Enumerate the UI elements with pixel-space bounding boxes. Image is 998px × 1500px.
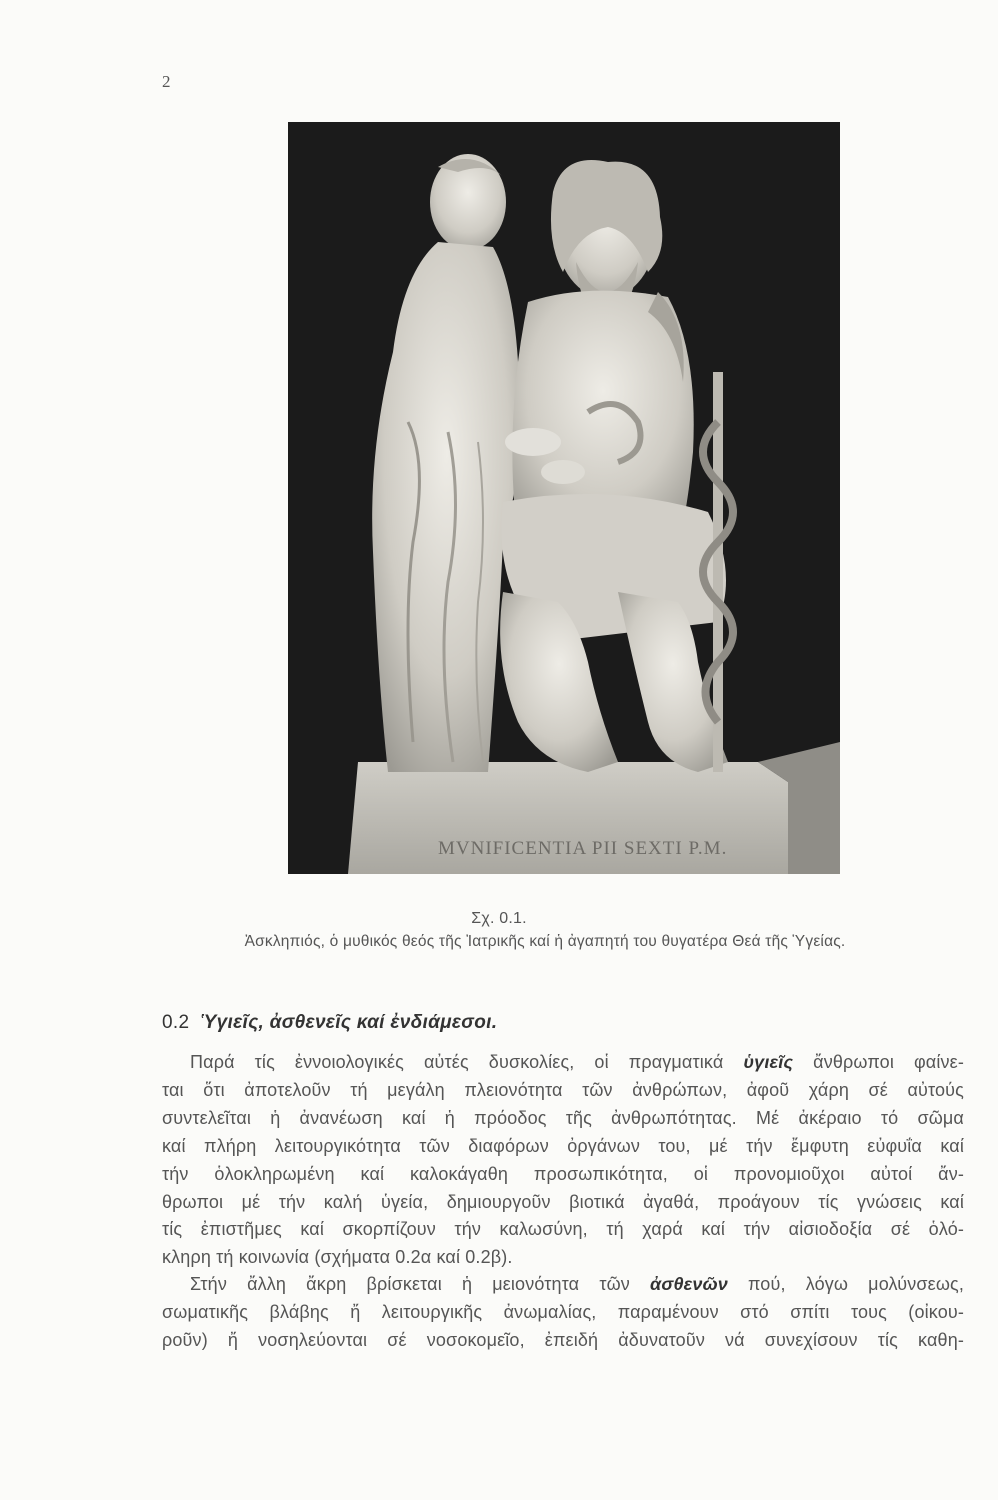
pedestal-inscription: MVNIFICENTIA PII SEXTI P.M.: [438, 838, 728, 859]
section-title: Ὑγιεῖς, ἀσθενεῖς καί ἐνδιάμεσοι.: [200, 1012, 498, 1033]
text-span: ἄνθρωποι φαίνε-: [793, 1052, 964, 1072]
text-line: καί πλήρη λειτουργικότητα τῶν διαφόρων ὀργάνων του, μέ τήν ἔμφυτη εὐφυΐα καί: [162, 1135, 964, 1156]
text-line: τήν ὁλοκληρωμένη καί καλοκάγαθη προσωπικότητα, οἱ προνομιοῦχοι αὐτοί ἄν-: [162, 1163, 964, 1184]
text-line: [162, 1049, 964, 1077]
section-heading: [162, 1012, 497, 1034]
text-line: σωματικῆς βλάβης ἤ λειτουργικῆς ἀνωμαλίας, παραμένουν στό σπίτι τους (οἰκου-: [162, 1301, 964, 1322]
text-line: κληρη τή κοινωνία (σχήματα 0.2α καί 0.2β).: [162, 1247, 513, 1268]
figure-label: Σχ. 0.1.: [471, 910, 527, 927]
text-line: τίς ἐπιστῆμες καί σκορπίζουν τήν καλωσύνη, τή χαρά καί τήν αἰσιοδοξία σέ ὁλό-: [162, 1219, 964, 1240]
statue-illustration: [288, 122, 840, 874]
emphasized-term: ὑγιεῖς: [743, 1052, 794, 1072]
text-span: Παρά τίς ἐννοιολογικές αὐτές δυσκολίες, οἱ πραγματικά: [190, 1052, 744, 1072]
text-line: ροῦν) ἤ νοσηλεύονται σέ νοσοκομεῖο, ἐπειδή ἀδυνατοῦν νά συνεχίσουν τίς καθη-: [162, 1329, 964, 1350]
text-span: πού, λόγω μολύνσεως,: [727, 1274, 964, 1294]
text-line: [162, 1271, 964, 1299]
statue-photo: [288, 122, 840, 874]
text-line: ται ὅτι ἀποτελοῦν τή μεγάλη πλειονότητα τῶν ἀνθρώπων, ἀφοῦ χάρη σέ αὐτούς: [162, 1079, 964, 1100]
page-number: 2: [162, 72, 171, 91]
text-span: Στήν ἄλλη ἄκρη βρίσκεται ἡ μειονότητα τῶν: [190, 1274, 651, 1294]
text-line: θρωποι μέ τήν καλή ὑγεία, δημιουργοῦν βιοτικά ἀγαθά, προάγουν τίς γνώσεις καί: [162, 1191, 964, 1212]
paragraph-healthy: [162, 1049, 964, 1272]
emphasized-term: ἀσθενῶν: [650, 1274, 728, 1294]
section-number: 0.2: [162, 1012, 190, 1033]
paragraph-sick: [162, 1271, 964, 1355]
figure-caption: Ἀσκληπιός, ὁ μυθικός θεός τῆς Ἰατρικῆς καί ἡ ἀγαπητή του θυγατέρα Θεά τῆς Ὑγείας.: [244, 933, 846, 950]
text-line: συντελεῖται ἡ ἀνανέωση καί ἡ πρόοδος τῆς ἀνθρωπότητας. Μέ ἀκέραιο τό σῶμα: [162, 1107, 964, 1128]
